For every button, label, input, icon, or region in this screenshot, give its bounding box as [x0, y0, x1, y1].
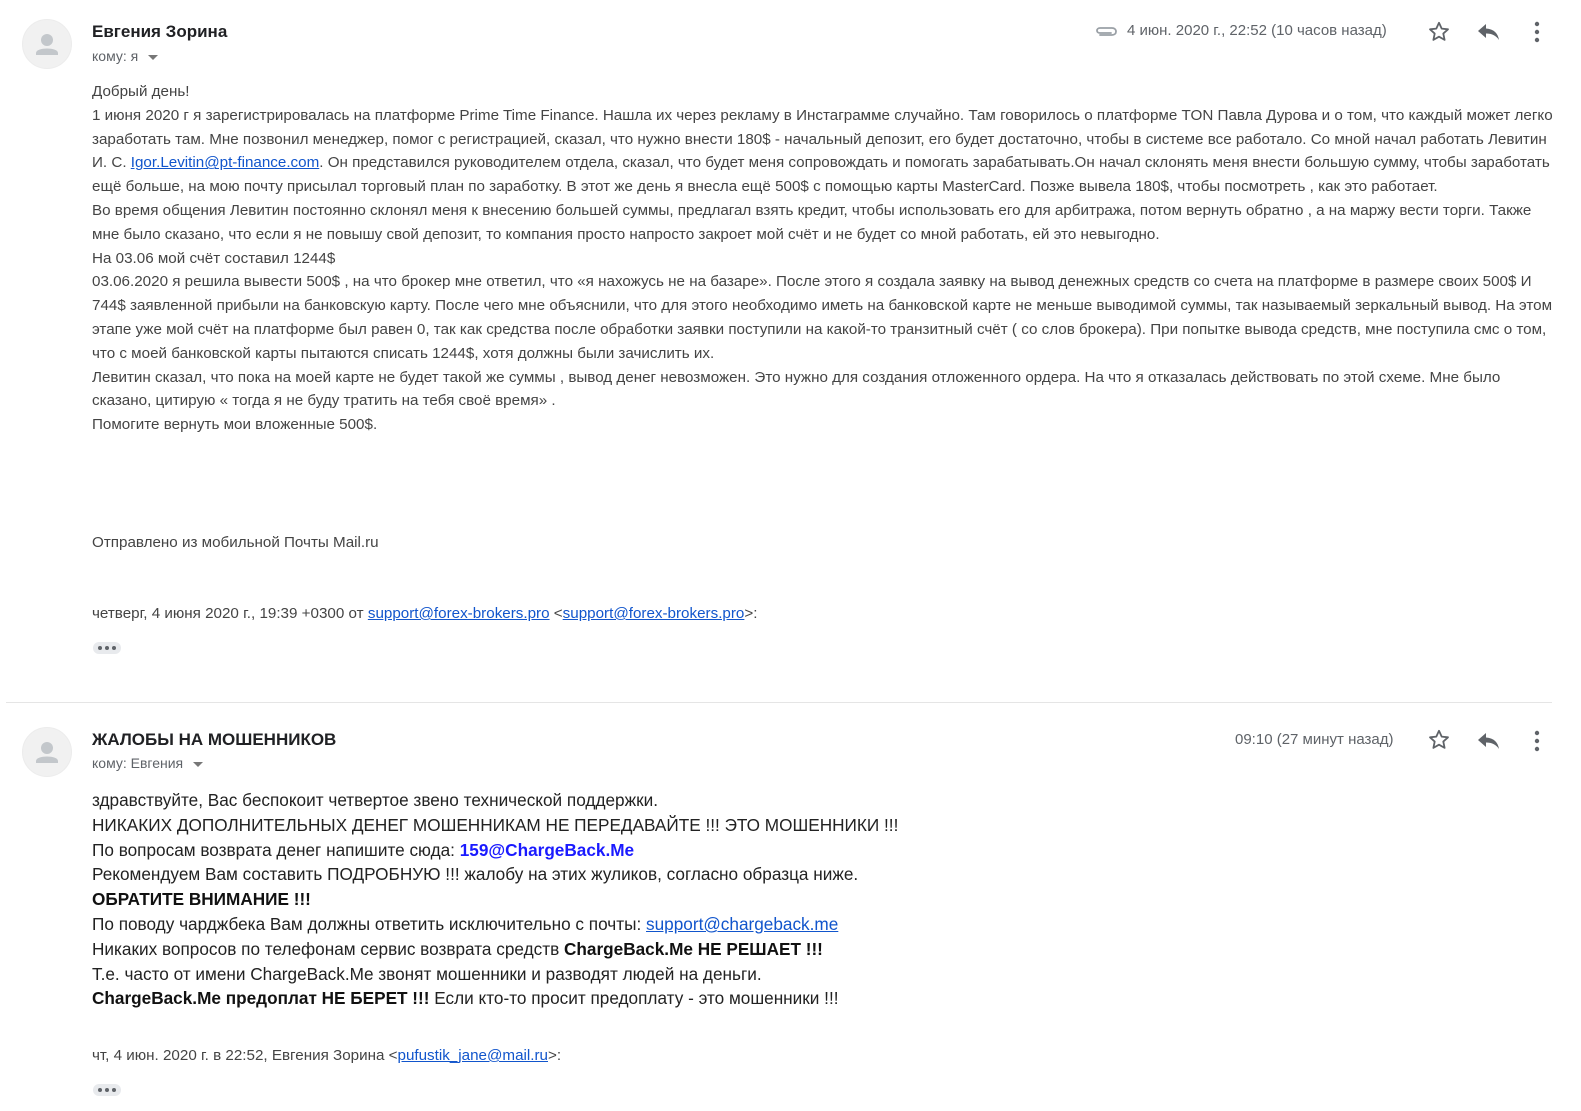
paperclip-icon	[1094, 22, 1118, 45]
email-link[interactable]: support@forex-brokers.pro	[367, 605, 550, 622]
message-body	[92, 788, 1532, 1011]
sender-name[interactable]: ЖАЛОБЫ НА МОШЕННИКОВ	[92, 730, 337, 749]
message-date: 4 июн. 2020 г., 22:52 (10 часов назад)	[1127, 22, 1387, 39]
email-message-2	[0, 703, 1581, 1111]
body-line: Никаких вопросов по телефонам сервис возврата средств ChargeBack.Me НЕ РЕШАЕТ !!!	[92, 938, 823, 959]
more-vert-icon[interactable]	[1530, 19, 1544, 50]
email-link[interactable]: support@forex-brokers.pro	[562, 605, 745, 622]
show-trimmed-content-button[interactable]	[93, 1084, 121, 1096]
sender-name[interactable]: Евгения Зорина	[92, 22, 228, 41]
body-line: НИКАКИХ ДОПОЛНИТЕЛЬНЫХ ДЕНЕГ МОШЕННИКАМ НЕ ПЕРЕДАВАЙТЕ !!! ЭТО МОШЕННИКИ !!!	[92, 814, 899, 835]
recipient-label: кому: Евгения	[92, 755, 184, 771]
reply-icon[interactable]	[1476, 21, 1502, 48]
star-icon[interactable]	[1427, 20, 1451, 49]
body-line: Т.е. часто от имени ChargeBack.Me звонят мошенники и разводят людей на деньги.	[92, 963, 762, 984]
reply-icon[interactable]	[1476, 730, 1502, 757]
show-trimmed-content-button[interactable]	[93, 642, 121, 654]
body-paragraph: 1 июня 2020 г я зарегистрировалась на платформе Prime Time Finance. Нашла их через рекламу в Инстаграмме случайно. Там говорилось о платформе TON Павла Дурова и о том, что каждый может легко заработать там. Мне позвонил менеджер, помог с регистрацией, сказал, что нужно внести 180$ - начальный депозит, его будет достаточно, чтобы в системе все работало. Со мной начал работать Левитин И. С. Igor.Levitin@pt-finance.com. Он представился руководителем отдела, сказал, что будет меня сопровождать и помогать зарабатывать.Он начал склонять меня внести большую сумму, чтобы заработать ещё больше, на мою почту присылал торговый план по заработку. В этот же день я внесла ещё 500$ с помощью карты MasterCard. Позже вывела 180$, чтобы посмотреть , как это работает.	[92, 106, 1553, 196]
email-link[interactable]: 159@ChargeBack.Me	[459, 839, 635, 860]
body-line: Рекомендуем Вам составить ПОДРОБНУЮ !!! жалобу на этих жуликов, согласно образца ниже.	[92, 864, 859, 885]
chevron-down-icon[interactable]	[193, 762, 203, 767]
message-date: 09:10 (27 минут назад)	[1235, 731, 1394, 748]
body-paragraph: 03.06.2020 я решила вывести 500$ , на что брокер мне ответил, что «я нахожусь не на базаре». После этого я создала заявку на вывод денежных средств со счета на платформе в размере своих 500$ И 744$ заявленной прибыли на банковскую карту. После чего мне объяснили, что для этого необходимо иметь на банковской карте не меньше выводимой суммы, так называемый зеркальный вывод. На этом этапе уже мой счёт на платформе был равен 0, так как средства после обработки заявки поступили на какой-то транзитный счёт ( со слов брокера). При попытке вывода средств, мне поступила смс о том, что с моей банковской карты пытаются списать 1244$, хотя должны были зачислить их.	[92, 273, 1553, 362]
mobile-signature: Отправлено из мобильной Почты Mail.ru	[92, 534, 379, 551]
body-line: По вопросам возврата денег напишите сюда: 159@ChargeBack.Me	[92, 839, 635, 860]
recipient-details-toggle[interactable]	[92, 755, 203, 771]
avatar-icon[interactable]	[22, 727, 72, 777]
message-body	[92, 80, 1554, 437]
email-link[interactable]: Igor.Levitin@pt-finance.com	[130, 154, 320, 172]
recipient-label: кому: я	[92, 48, 139, 64]
body-line: ОБРАТИТЕ ВНИМАНИЕ !!!	[92, 889, 311, 910]
more-vert-icon[interactable]	[1530, 728, 1544, 759]
body-line: ChargeBack.Me предоплат НЕ БЕРЕТ !!! Если кто-то просит предоплату - это мошенники !!!	[92, 988, 839, 1009]
body-line: здравствуйте, Вас беспокоит четвертое звено технической поддержки.	[92, 790, 658, 810]
chevron-down-icon[interactable]	[148, 55, 158, 60]
body-paragraph: Добрый день!	[92, 83, 190, 100]
quoted-header: четверг, 4 июня 2020 г., 19:39 +0300 от support@forex-brokers.pro <support@forex-brokers.pro>:	[92, 605, 758, 622]
email-link[interactable]: support@chargeback.me	[646, 913, 839, 934]
body-paragraph: Левитин сказал, что пока на моей карте не будет такой же суммы , вывод денег невозможен. Это нужно для создания отложенного ордера. На что я отказалась действовать по этой схеме. Мне было сказано, цитирую « тогда я не буду тратить на тебя своё время» .	[92, 368, 1501, 410]
body-paragraph: На 03.06 мой счёт составил 1244$	[92, 249, 336, 267]
recipient-details-toggle[interactable]	[92, 48, 158, 64]
star-icon[interactable]	[1427, 728, 1451, 757]
email-link[interactable]: pufustik_jane@mail.ru	[397, 1047, 548, 1064]
body-paragraph: Помогите вернуть мои вложенные 500$.	[92, 416, 378, 434]
avatar-icon[interactable]	[22, 19, 72, 69]
body-line: По поводу чарджбека Вам должны ответить исключительно с почты: support@chargeback.me	[92, 913, 839, 934]
quoted-header: чт, 4 июн. 2020 г. в 22:52, Евгения Зорина <pufustik_jane@mail.ru>:	[92, 1047, 562, 1064]
body-paragraph: Во время общения Левитин постоянно склонял меня к внесению большей суммы, предлагал взять кредит, чтобы использовать его для арбитража, потом вернуть обратно , а на маржу вести торги. Также мне было сказано, что если я не повышу свой депозит, то компания просто напросто закроет мой счёт и не будет со мной работать, ей это невыгодно.	[92, 201, 1532, 243]
